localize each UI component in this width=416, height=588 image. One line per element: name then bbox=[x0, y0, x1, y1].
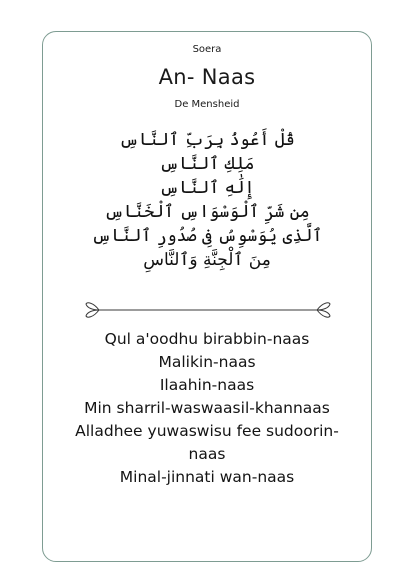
arabic-verse-1: قُلْ أَعُوذُ بِرَبِّ ٱلنَّاسِ bbox=[119, 130, 295, 150]
transliteration-line-4: Min sharril-waswaasil-khannaas bbox=[84, 399, 330, 417]
surah-title: An- Naas bbox=[158, 65, 256, 89]
arabic-verse-5: ٱلَّذِى يُوَسْوِسُ فِى صُدُورِ ٱلنَّاسِ bbox=[91, 226, 323, 246]
surah-subtitle: De Mensheid bbox=[174, 99, 240, 110]
transliteration-line-2: Malikin-naas bbox=[158, 353, 256, 371]
surah-label: Soera bbox=[192, 44, 222, 55]
transliteration-line-6: naas bbox=[188, 445, 226, 463]
leaf-divider bbox=[85, 298, 331, 322]
arabic-verse-6: مِنَ ٱلْجِنَّةِ وَٱلنَّاسِ bbox=[143, 250, 271, 270]
arabic-verse-2: مَلِكِ ٱلنَّاسِ bbox=[159, 154, 255, 174]
transliteration-line-3: Ilaahin-naas bbox=[159, 376, 255, 394]
arabic-verses bbox=[43, 128, 371, 272]
transliteration-line-7: Minal-jinnati wan-naas bbox=[119, 468, 295, 486]
transliteration bbox=[43, 328, 371, 489]
surah-card bbox=[42, 31, 372, 562]
transliteration-line-5: Alladhee yuwaswisu fee sudoorin- bbox=[75, 422, 339, 440]
arabic-verse-3: إِلَٰهِ ٱلنَّاسِ bbox=[159, 178, 255, 198]
arabic-verse-4: مِن شَرِّ ٱلْوَسْوَاسِ ٱلْخَنَّاسِ bbox=[104, 202, 310, 222]
transliteration-line-1: Qul a'oodhu birabbin-naas bbox=[104, 330, 310, 348]
left-leaf-icon bbox=[86, 303, 99, 317]
right-leaf-icon bbox=[317, 303, 330, 317]
